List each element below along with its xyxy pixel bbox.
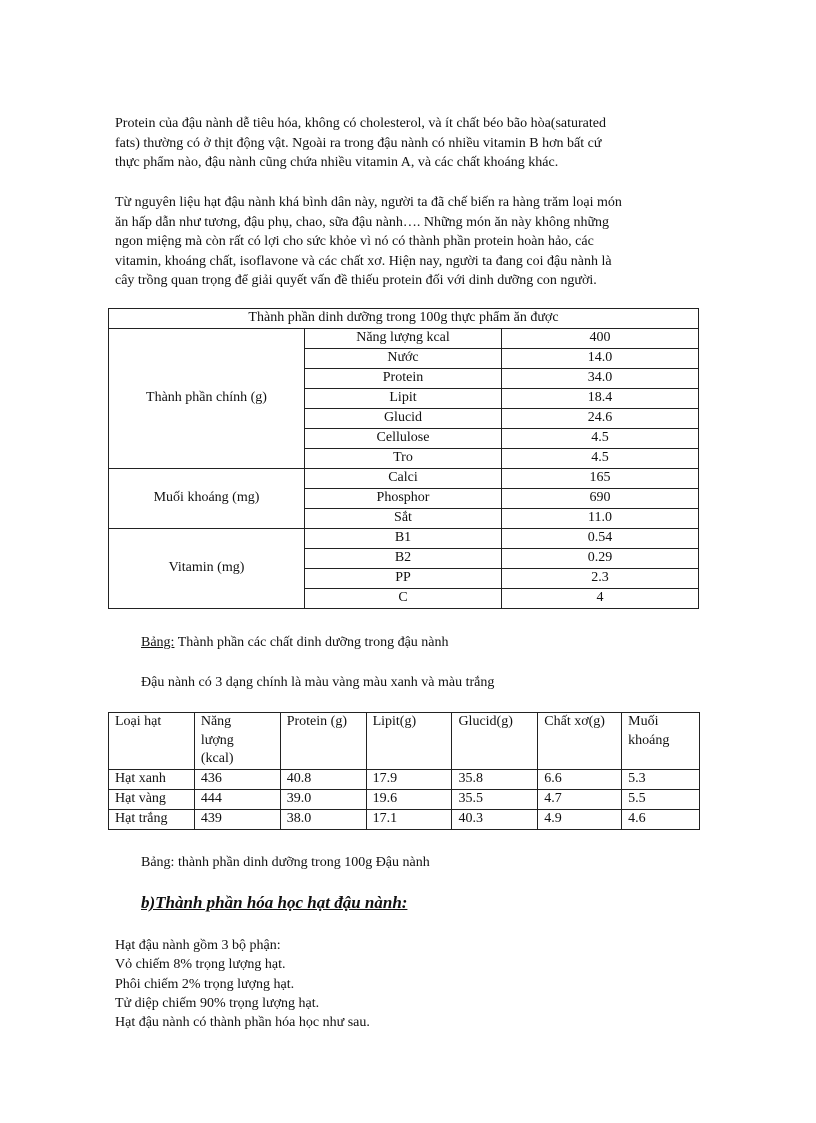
header-cell <box>280 713 366 770</box>
cell: 439 <box>194 809 280 829</box>
cell: 40.3 <box>452 809 538 829</box>
group-label: Muối khoáng (mg) <box>109 469 305 529</box>
cell: 6.6 <box>538 769 622 789</box>
header-line: lượng <box>200 732 234 748</box>
soybean-types-table <box>108 712 700 830</box>
cell: 4.9 <box>538 809 622 829</box>
header-cell <box>538 713 622 770</box>
header-line: Loại hạt <box>115 714 162 729</box>
text-line: vitamin, khoáng chất, isoflavone và các chất xơ. Hiện nay, người ta đang coi đậu nành là <box>115 253 612 269</box>
group-label: Thành phần chính (g) <box>109 329 305 469</box>
table-row <box>109 789 700 809</box>
nutrient-value: 11.0 <box>502 509 699 529</box>
header-cell <box>452 713 538 770</box>
nutrient-name: Calci <box>305 469 502 489</box>
table-title-row <box>109 309 699 329</box>
section-heading: b)Thành phần hóa học hạt đậu nành: <box>141 893 408 912</box>
list-item: Vỏ chiếm 8% trọng lượng hạt. <box>115 957 286 973</box>
header-line: Chất xơ(g) <box>544 714 605 729</box>
header-line: Năng <box>200 714 232 729</box>
cell: 4.7 <box>538 789 622 809</box>
header-line: (kcal) <box>200 751 234 767</box>
cell: 444 <box>194 789 280 809</box>
nutrient-value: 18.4 <box>502 389 699 409</box>
text-line: Protein của đậu nành dễ tiêu hóa, không có cholesterol, và ít chất béo bão hòa(saturated <box>115 116 606 131</box>
cell: Hạt trắng <box>109 809 195 829</box>
paragraph-soy-products <box>115 193 700 291</box>
cell: 35.8 <box>452 769 538 789</box>
cell: 436 <box>194 769 280 789</box>
caption-text: Thành phần các chất dinh dưỡng trong đậu nành <box>174 635 449 650</box>
composition-list <box>115 936 370 1032</box>
table-row <box>109 469 699 489</box>
table-row <box>109 769 700 789</box>
nutrient-name: Lipit <box>305 389 502 409</box>
nutrient-name: Nước <box>305 349 502 369</box>
cell: Hạt xanh <box>109 769 195 789</box>
cell: 38.0 <box>280 809 366 829</box>
group-label: Vitamin (mg) <box>109 529 305 609</box>
header-line: Glucid(g) <box>458 714 513 729</box>
cell: 40.8 <box>280 769 366 789</box>
nutrient-name: PP <box>305 569 502 589</box>
cell: 5.3 <box>622 769 700 789</box>
nutrient-value: 2.3 <box>502 569 699 589</box>
list-item: Hạt đậu nành gồm 3 bộ phận: <box>115 938 281 953</box>
table-row <box>109 529 699 549</box>
text-line: fats) thường có ở thịt động vật. Ngoài ra trong đậu nành có nhiều vitamin B hơn bất cứ <box>115 135 602 151</box>
nutrition-table <box>108 308 699 609</box>
nutrient-value: 0.54 <box>502 529 699 549</box>
table-title: Thành phần dinh dưỡng trong 100g thực phẩm ăn được <box>109 309 699 329</box>
cell: 39.0 <box>280 789 366 809</box>
header-line: Muối <box>628 714 659 729</box>
cell: 17.9 <box>366 769 452 789</box>
paragraph-soy-protein <box>115 114 700 173</box>
cell: 35.5 <box>452 789 538 809</box>
nutrient-value: 0.29 <box>502 549 699 569</box>
header-line: khoáng <box>628 732 670 748</box>
header-cell <box>109 713 195 770</box>
nutrient-value: 4.5 <box>502 429 699 449</box>
nutrient-value: 165 <box>502 469 699 489</box>
text-line: ngon miệng mà còn rất có lợi cho sức khỏe vì nó có thành phần protein hoàn hảo, các <box>115 234 594 249</box>
table-row <box>109 809 700 829</box>
nutrient-value: 4 <box>502 589 699 609</box>
table-header-row <box>109 713 700 770</box>
cell: Hạt vàng <box>109 789 195 809</box>
nutrient-name: Glucid <box>305 409 502 429</box>
nutrient-name: Protein <box>305 369 502 389</box>
cell: 5.5 <box>622 789 700 809</box>
nutrient-value: 24.6 <box>502 409 699 429</box>
text-line: Từ nguyên liệu hạt đậu nành khá bình dân này, người ta đã chế biến ra hàng trăm loại món <box>115 195 622 210</box>
nutrient-name: B1 <box>305 529 502 549</box>
types-intro: Đậu nành có 3 dạng chính là màu vàng màu xanh và màu trắng <box>141 675 495 690</box>
table-caption-nutrients <box>141 635 449 651</box>
table-row <box>109 329 699 349</box>
caption-prefix: Bảng: <box>141 635 175 650</box>
header-cell <box>366 713 452 770</box>
nutrient-name: Cellulose <box>305 429 502 449</box>
text-line: ăn hấp dẫn như tương, đậu phụ, chao, sữa đậu nành…. Những món ăn này không những <box>115 214 610 230</box>
nutrient-name: C <box>305 589 502 609</box>
table-caption-types: Bảng: thành phần dinh dưỡng trong 100g Đậu nành <box>141 855 430 870</box>
header-cell <box>194 713 280 770</box>
nutrient-name: Tro <box>305 449 502 469</box>
nutrient-value: 690 <box>502 489 699 509</box>
list-item: Phôi chiếm 2% trọng lượng hạt. <box>115 976 295 992</box>
header-cell <box>622 713 700 770</box>
nutrient-value: 34.0 <box>502 369 699 389</box>
nutrient-name: Sắt <box>305 509 502 529</box>
header-line: Lipit(g) <box>372 714 417 729</box>
nutrient-name: B2 <box>305 549 502 569</box>
text-line: cây trồng quan trọng để giải quyết vấn đề thiếu protein đối với dinh dưỡng con người. <box>115 273 597 288</box>
header-line: Protein (g) <box>286 714 347 729</box>
nutrient-value: 400 <box>502 329 699 349</box>
nutrient-name: Phosphor <box>305 489 502 509</box>
nutrient-value: 14.0 <box>502 349 699 369</box>
text-line: thực phẩm nào, đậu nành cũng chứa nhiều vitamin A, và các chất khoáng khác. <box>115 155 559 170</box>
list-item: Hạt đậu nành có thành phần hóa học như sau. <box>115 1015 370 1031</box>
nutrient-name: Năng lượng kcal <box>305 329 502 349</box>
cell: 4.6 <box>622 809 700 829</box>
list-item: Tử diệp chiếm 90% trọng lượng hạt. <box>115 995 320 1011</box>
cell: 17.1 <box>366 809 452 829</box>
nutrient-value: 4.5 <box>502 449 699 469</box>
cell: 19.6 <box>366 789 452 809</box>
